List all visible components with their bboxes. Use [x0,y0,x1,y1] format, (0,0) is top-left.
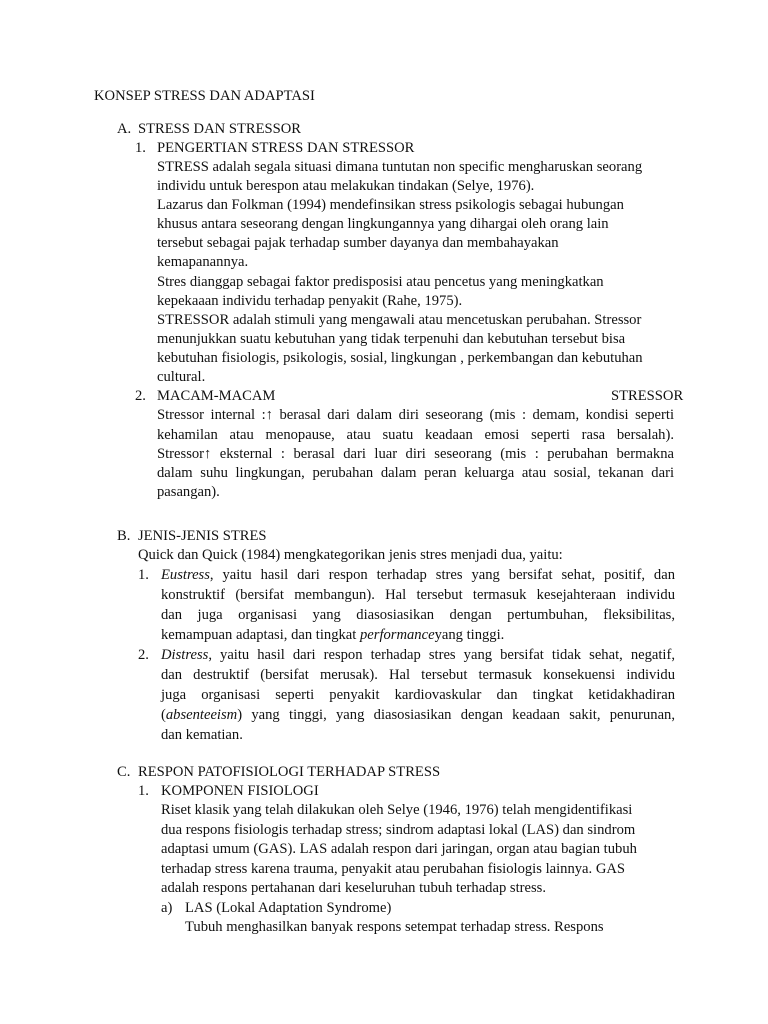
paragraph-line: (absenteeism) yang tinggi, yang diasosiasikan dengan keadaan sakit, penurunan, [161,707,675,723]
paragraph-line: kebutuhan fisiologis, psikologis, sosial, lingkungan , perkembangan dan kebutuhan [157,350,643,366]
paragraph-line: pasangan). [157,484,220,500]
absenteeism-term: absenteeism [165,707,238,723]
paragraph-line: cultural. [157,369,206,385]
section-a-heading: STRESS DAN STRESSOR [138,121,302,137]
section-c-heading: RESPON PATOFISIOLOGI TERHADAP STRESS [138,764,441,780]
item-c1-marker: 1. [138,783,149,799]
paragraph-line: STRESSOR adalah stimuli yang mengawali atau mencetuskan perubahan. Stressor [157,312,642,328]
paragraph-line: dan juga organisasi yang diasosiasikan dengan pertumbuhan, fleksibilitas, [161,607,675,623]
item-c1-heading: KOMPONEN FISIOLOGI [161,783,319,799]
item-b1-marker: 1. [138,567,149,583]
distress-term: Distress [161,647,209,663]
section-c-marker: C. [117,764,131,780]
paragraph-line: kemampuan adaptasi, dan tingkat performanceyang tinggi. [161,627,505,643]
item-a1-heading: PENGERTIAN STRESS DAN STRESSOR [157,140,415,156]
paragraph-line: Tubuh menghasilkan banyak respons setempat terhadap stress. Respons [185,919,604,935]
paragraph-line: Distress, yaitu hasil dari respon terhadap stres yang bersifat tidak sehat, negatif, [161,647,675,663]
paragraph-line: Eustress, yaitu hasil dari respon terhadap stres yang bersifat sehat, positif, dan [161,567,675,583]
paragraph-line: kehamilan atau menopause, atau suatu keadaan emosi seperti rasa bersalah). [157,427,674,443]
sub-a-heading: LAS (Lokal Adaptation Syndrome) [185,900,392,916]
section-a-marker: A. [117,121,132,137]
paragraph-line: terhadap stress karena trauma, penyakit atau perubahan fisiologis lainnya. GAS [161,861,626,877]
paragraph-line: Lazarus dan Folkman (1994) mendefinsikan stress psikologis sebagai hubungan [157,197,624,213]
paragraph-line: STRESS adalah segala situasi dimana tuntutan non specific mengharuskan seorang [157,159,643,175]
paragraph-line: dan kematian. [161,727,243,743]
paragraph-line: adalah respons pertahanan dari keseluruhan tubuh terhadap stress. [161,880,546,896]
eustress-term: Eustress [161,567,210,583]
paragraph-line: konstruktif (bersifat membangun). Hal tersebut termasuk kesejahteraan individu [161,587,675,603]
paragraph-line: dan destruktif (bersifat merusak). Hal tersebut termasuk konsekuensi individu [161,667,675,683]
paragraph-line: Stressor↑ eksternal : berasal dari luar diri seseorang (mis : perubahan bermakna [157,446,674,462]
paragraph-line: khusus antara seseorang dengan lingkungannya yang dihargai oleh orang lain [157,216,609,232]
paragraph-line: adaptasi umum (GAS). LAS adalah respon dari jaringan, organ atau bagian tubuh [161,841,637,857]
section-b-intro: Quick dan Quick (1984) mengkategorikan jenis stres menjadi dua, yaitu: [138,547,563,563]
item-a1-marker: 1. [135,140,146,156]
document-title: KONSEP STRESS DAN ADAPTASI [94,88,315,104]
paragraph-line: dalam suhu lingkungan, perubahan dalam peran keluarga atau sosial, tekanan dari [157,465,674,481]
paragraph-line: tersebut sebagai pajak terhadap sumber dayanya dan membahayakan [157,235,559,251]
paragraph-line: individu untuk berespon atau melakukan tindakan (Selye, 1976). [157,178,535,194]
paragraph-line: kemapanannya. [157,254,249,270]
sub-a-marker: a) [161,900,173,916]
paragraph-line: Stressor internal :↑ berasal dari dalam diri seseorang (mis : demam, kondisi seperti [157,407,674,423]
paragraph-line: menunjukkan suatu kebutuhan yang tidak terpenuhi dan kebutuhan tersebut bisa [157,331,626,347]
performance-term: performance [359,627,435,643]
item-a2-marker: 2. [135,388,146,404]
section-b-heading: JENIS-JENIS STRES [138,528,267,544]
section-b-marker: B. [117,528,131,544]
paragraph-line: kepekaaan individu terhadap penyakit (Rahe, 1975). [157,293,463,309]
paragraph-line: Stres dianggap sebagai faktor predisposisi atau pencetus yang meningkatkan [157,274,604,290]
paragraph-line: dua respons fisiologis terhadap stress; sindrom adaptasi lokal (LAS) dan sindrom [161,822,636,838]
item-a2-heading-right: STRESSOR [611,388,684,404]
paragraph-line: Riset klasik yang telah dilakukan oleh Selye (1946, 1976) telah mengidentifikasi [161,802,633,818]
item-a2-heading-left: MACAM-MACAM [157,388,276,404]
item-b2-marker: 2. [138,647,149,663]
paragraph-line: juga organisasi seperti penyakit kardiovaskular dan tingkat ketidakhadiran [161,687,675,703]
